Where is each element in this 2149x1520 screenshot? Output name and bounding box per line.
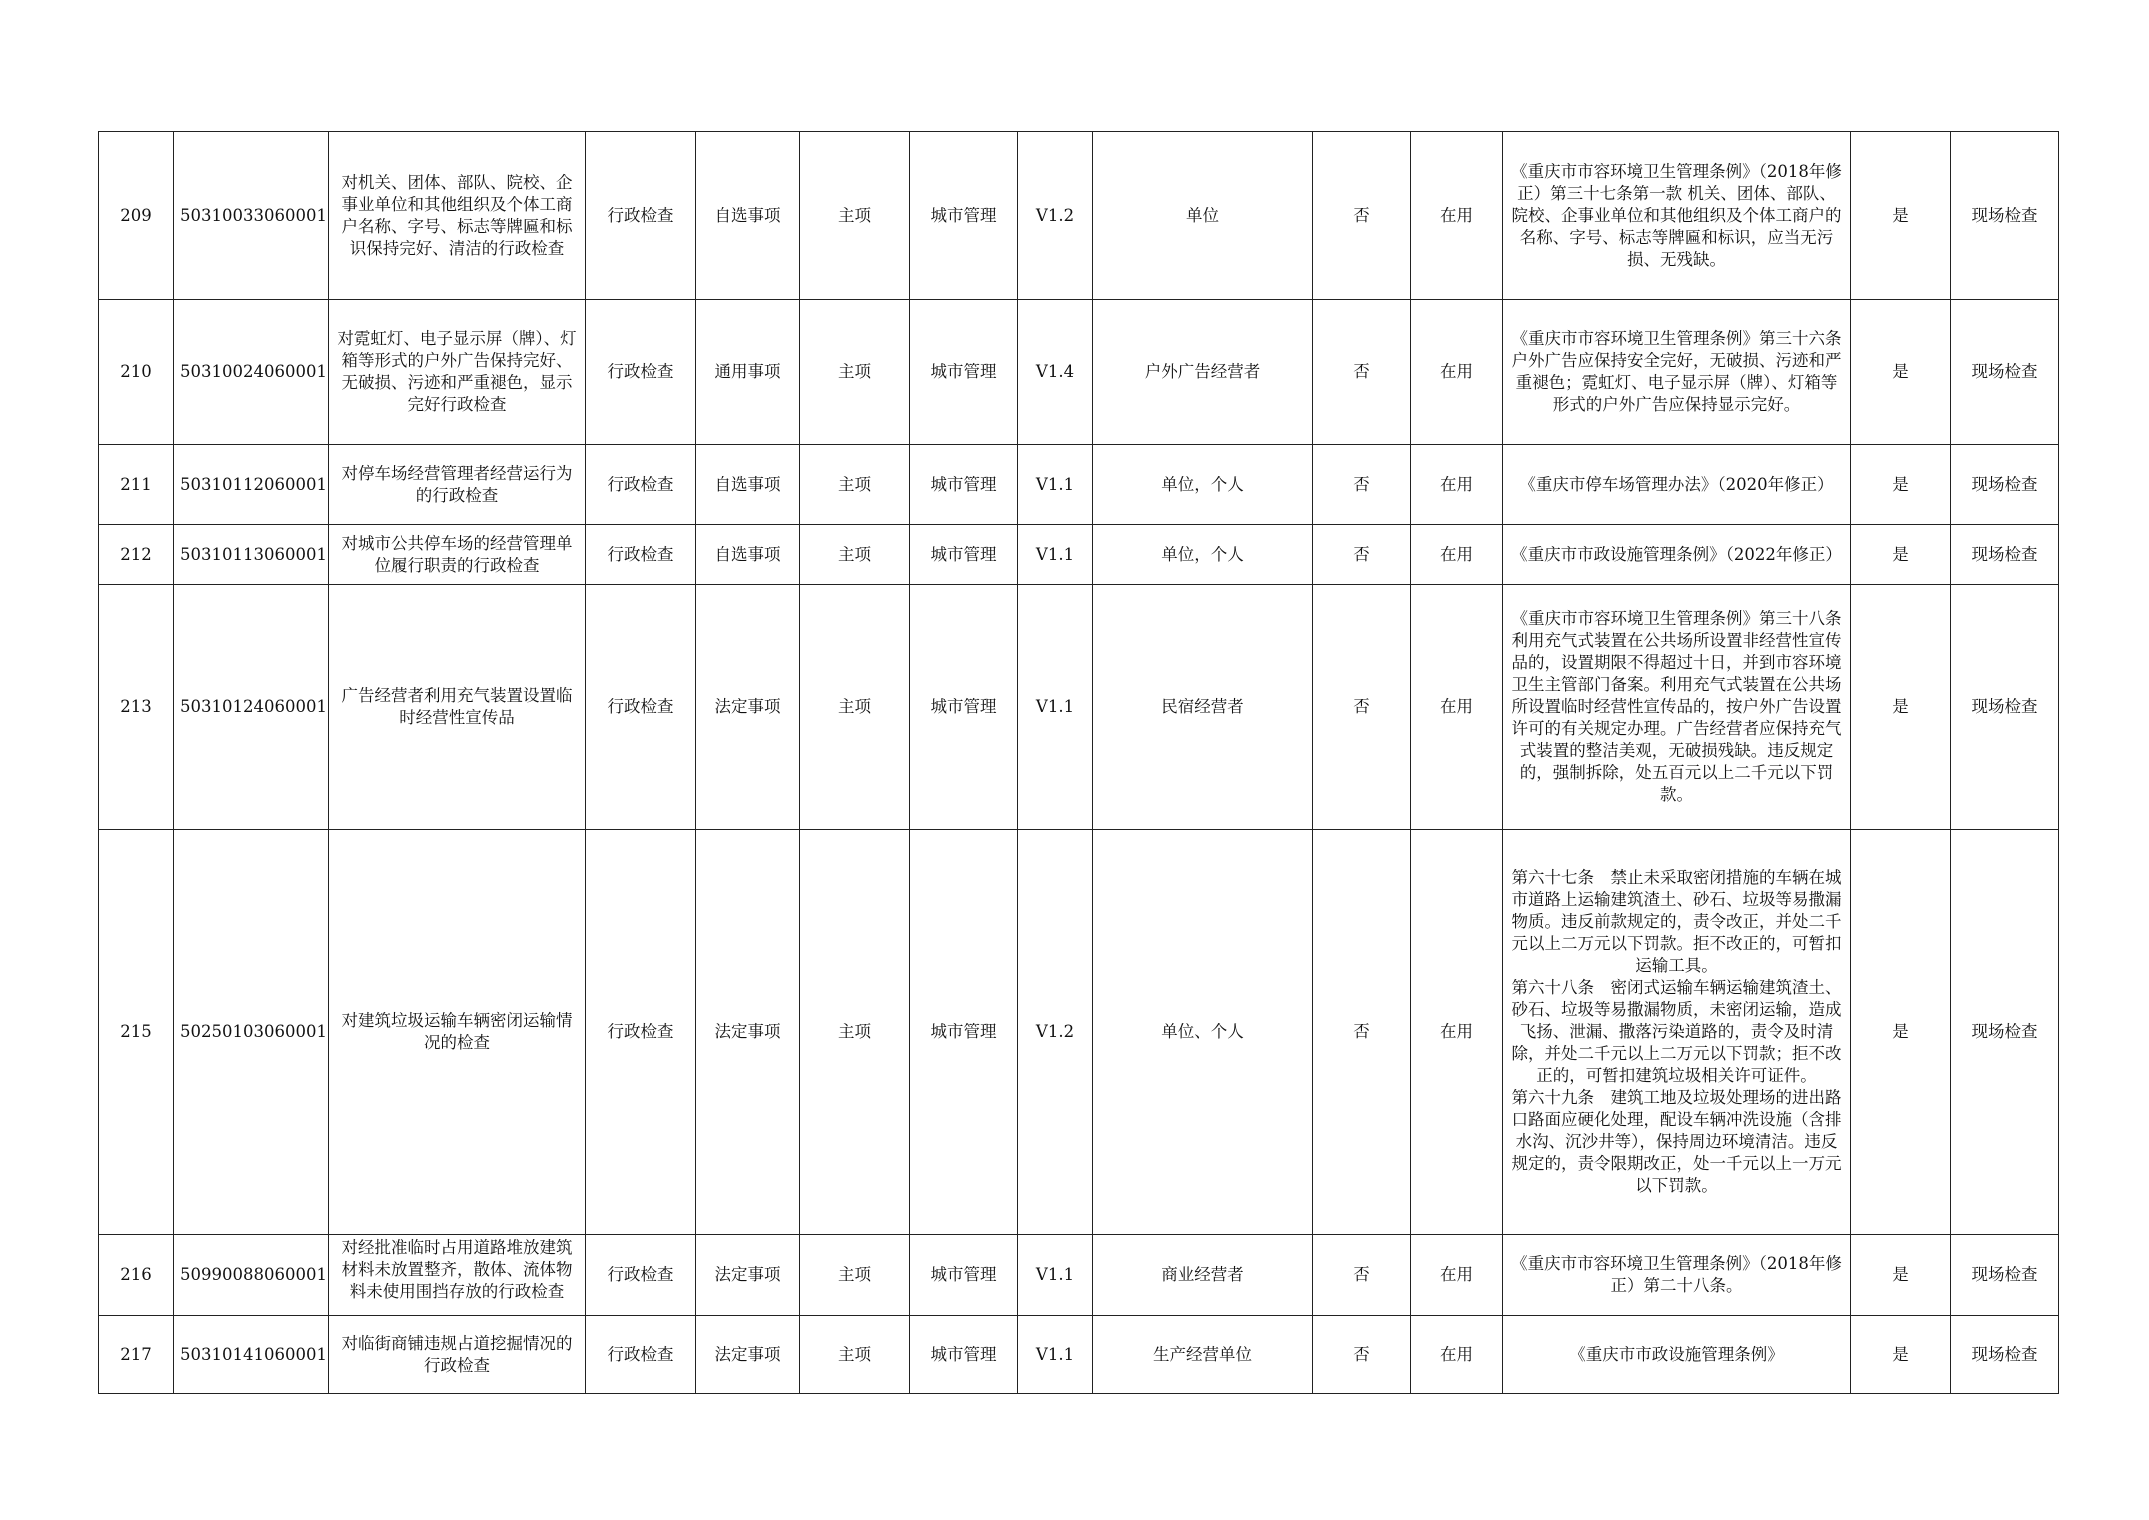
item-type-cell: 法定事项 [696, 830, 800, 1235]
item-type-cell: 法定事项 [696, 1235, 800, 1316]
status-cell: 在用 [1411, 132, 1503, 300]
item-number-cell: 211 [99, 445, 174, 525]
inspection-method-cell: 现场检查 [1951, 1235, 2059, 1316]
item-version-cell: V1.1 [1018, 1235, 1093, 1316]
item-version-cell: V1.2 [1018, 132, 1093, 300]
status-cell: 在用 [1411, 445, 1503, 525]
item-field-cell: 城市管理 [910, 1316, 1018, 1394]
status-cell: 在用 [1411, 1316, 1503, 1394]
item-code-cell: 50990088060001 [174, 1235, 329, 1316]
onsite-cell: 是 [1851, 525, 1951, 585]
inspection-method-cell: 现场检查 [1951, 445, 2059, 525]
item-level-cell: 主项 [800, 132, 910, 300]
item-number-cell: 215 [99, 830, 174, 1235]
status-cell: 在用 [1411, 1235, 1503, 1316]
inspection-method-cell: 现场检查 [1951, 300, 2059, 445]
item-category-cell: 行政检查 [586, 300, 696, 445]
item-number-cell: 216 [99, 1235, 174, 1316]
legal-basis-cell: 《重庆市市容环境卫生管理条例》（2018年修正）第三十七条第一款 机关、团体、部队、院校、企事业单位和其他组织及个体工商户的名称、字号、标志等牌匾和标识，应当无污损、无残缺。 [1503, 132, 1851, 300]
table-row [99, 585, 2059, 830]
item-field-cell: 城市管理 [910, 525, 1018, 585]
inspection-items-table [98, 131, 2059, 1394]
flag-cell: 否 [1313, 1316, 1411, 1394]
item-level-cell: 主项 [800, 445, 910, 525]
status-cell: 在用 [1411, 300, 1503, 445]
inspection-object-cell: 单位、个人 [1093, 830, 1313, 1235]
inspection-method-cell: 现场检查 [1951, 132, 2059, 300]
status-cell: 在用 [1411, 830, 1503, 1235]
item-category-cell: 行政检查 [586, 1235, 696, 1316]
item-name-cell: 对临街商铺违规占道挖掘情况的行政检查 [329, 1316, 586, 1394]
item-code-cell: 50310141060001 [174, 1316, 329, 1394]
inspection-method-cell: 现场检查 [1951, 525, 2059, 585]
table-body [99, 132, 2059, 1394]
item-category-cell: 行政检查 [586, 445, 696, 525]
item-category-cell: 行政检查 [586, 132, 696, 300]
legal-basis-cell: 《重庆市市容环境卫生管理条例》第三十八条 利用充气式装置在公共场所设置非经营性宣传品的，设置期限不得超过十日，并到市容环境卫生主管部门备案。利用充气式装置在公共场所设置临时经营性宣传品的，按户外广告设置许可的有关规定办理。广告经营者应保持充气式装置的整洁美观，无破损残缺。违反规定的，强制拆除，处五百元以上二千元以下罚款。 [1503, 585, 1851, 830]
item-name-cell: 对停车场经营管理者经营运行为的行政检查 [329, 445, 586, 525]
item-field-cell: 城市管理 [910, 585, 1018, 830]
flag-cell: 否 [1313, 300, 1411, 445]
item-number-cell: 217 [99, 1316, 174, 1394]
item-version-cell: V1.2 [1018, 830, 1093, 1235]
legal-basis-cell: 《重庆市市政设施管理条例》 [1503, 1316, 1851, 1394]
inspection-object-cell: 单位，个人 [1093, 445, 1313, 525]
item-version-cell: V1.1 [1018, 1316, 1093, 1394]
inspection-method-cell: 现场检查 [1951, 830, 2059, 1235]
item-category-cell: 行政检查 [586, 525, 696, 585]
item-type-cell: 自选事项 [696, 132, 800, 300]
item-level-cell: 主项 [800, 300, 910, 445]
item-number-cell: 210 [99, 300, 174, 445]
table-row [99, 1316, 2059, 1394]
item-code-cell: 50310024060001 [174, 300, 329, 445]
item-level-cell: 主项 [800, 525, 910, 585]
item-type-cell: 法定事项 [696, 585, 800, 830]
inspection-object-cell: 单位 [1093, 132, 1313, 300]
legal-basis-cell: 《重庆市停车场管理办法》（2020年修正） [1503, 445, 1851, 525]
inspection-object-cell: 生产经营单位 [1093, 1316, 1313, 1394]
legal-basis-cell: 《重庆市市容环境卫生管理条例》（2018年修正）第二十八条。 [1503, 1235, 1851, 1316]
flag-cell: 否 [1313, 1235, 1411, 1316]
item-code-cell: 50250103060001 [174, 830, 329, 1235]
onsite-cell: 是 [1851, 445, 1951, 525]
table-row [99, 525, 2059, 585]
item-category-cell: 行政检查 [586, 1316, 696, 1394]
flag-cell: 否 [1313, 525, 1411, 585]
flag-cell: 否 [1313, 585, 1411, 830]
onsite-cell: 是 [1851, 1235, 1951, 1316]
onsite-cell: 是 [1851, 830, 1951, 1235]
item-number-cell: 209 [99, 132, 174, 300]
item-version-cell: V1.1 [1018, 445, 1093, 525]
table-row [99, 132, 2059, 300]
item-level-cell: 主项 [800, 830, 910, 1235]
inspection-method-cell: 现场检查 [1951, 585, 2059, 830]
item-code-cell: 50310124060001 [174, 585, 329, 830]
status-cell: 在用 [1411, 585, 1503, 830]
table-row [99, 830, 2059, 1235]
legal-basis-cell: 第六十七条 禁止未采取密闭措施的车辆在城市道路上运输建筑渣土、砂石、垃圾等易撒漏物质。违反前款规定的，责令改正，并处二千元以上二万元以下罚款。拒不改正的，可暂扣运输工具。 第六十八条 密闭式运输车辆运输建筑渣土、砂石、垃圾等易撒漏物质，未密闭运输，造成飞扬、泄漏、撒落污染道路的，责令及时清除，并处二千元以上二万元以下罚款；拒不改正的，可暂扣建筑垃圾相关许可证件。 第六十九条 建筑工地及垃圾处理场的进出路口路面应硬化处理，配设车辆冲洗设施（含排水沟、沉沙井等），保持周边环境清洁。违反规定的，责令限期改正，处一千元以上一万元以下罚款。 [1503, 830, 1851, 1235]
inspection-object-cell: 民宿经营者 [1093, 585, 1313, 830]
item-number-cell: 212 [99, 525, 174, 585]
flag-cell: 否 [1313, 132, 1411, 300]
item-field-cell: 城市管理 [910, 445, 1018, 525]
item-code-cell: 50310112060001 [174, 445, 329, 525]
table-row [99, 445, 2059, 525]
item-version-cell: V1.4 [1018, 300, 1093, 445]
item-name-cell: 对经批准临时占用道路堆放建筑材料未放置整齐，散体、流体物料未使用围挡存放的行政检查 [329, 1235, 586, 1316]
item-name-cell: 对霓虹灯、电子显示屏（牌）、灯箱等形式的户外广告保持完好、无破损、污迹和严重褪色，显示完好行政检查 [329, 300, 586, 445]
item-field-cell: 城市管理 [910, 300, 1018, 445]
item-number-cell: 213 [99, 585, 174, 830]
item-name-cell: 对建筑垃圾运输车辆密闭运输情况的检查 [329, 830, 586, 1235]
item-level-cell: 主项 [800, 1235, 910, 1316]
item-level-cell: 主项 [800, 585, 910, 830]
item-name-cell: 广告经营者利用充气装置设置临时经营性宣传品 [329, 585, 586, 830]
item-category-cell: 行政检查 [586, 830, 696, 1235]
inspection-method-cell: 现场检查 [1951, 1316, 2059, 1394]
flag-cell: 否 [1313, 445, 1411, 525]
item-name-cell: 对机关、团体、部队、院校、企事业单位和其他组织及个体工商户名称、字号、标志等牌匾和标识保持完好、清洁的行政检查 [329, 132, 586, 300]
item-version-cell: V1.1 [1018, 525, 1093, 585]
item-name-cell: 对城市公共停车场的经营管理单位履行职责的行政检查 [329, 525, 586, 585]
legal-basis-cell: 《重庆市市容环境卫生管理条例》第三十六条 户外广告应保持安全完好，无破损、污迹和严重褪色；霓虹灯、电子显示屏（牌）、灯箱等形式的户外广告应保持显示完好。 [1503, 300, 1851, 445]
onsite-cell: 是 [1851, 585, 1951, 830]
legal-basis-cell: 《重庆市市政设施管理条例》（2022年修正） [1503, 525, 1851, 585]
flag-cell: 否 [1313, 830, 1411, 1235]
inspection-object-cell: 单位，个人 [1093, 525, 1313, 585]
item-field-cell: 城市管理 [910, 830, 1018, 1235]
table-row [99, 300, 2059, 445]
onsite-cell: 是 [1851, 1316, 1951, 1394]
item-field-cell: 城市管理 [910, 132, 1018, 300]
table-row [99, 1235, 2059, 1316]
inspection-object-cell: 户外广告经营者 [1093, 300, 1313, 445]
item-field-cell: 城市管理 [910, 1235, 1018, 1316]
item-type-cell: 通用事项 [696, 300, 800, 445]
item-code-cell: 50310113060001 [174, 525, 329, 585]
item-version-cell: V1.1 [1018, 585, 1093, 830]
inspection-object-cell: 商业经营者 [1093, 1235, 1313, 1316]
item-code-cell: 50310033060001 [174, 132, 329, 300]
item-type-cell: 自选事项 [696, 445, 800, 525]
item-type-cell: 法定事项 [696, 1316, 800, 1394]
item-type-cell: 自选事项 [696, 525, 800, 585]
item-category-cell: 行政检查 [586, 585, 696, 830]
item-level-cell: 主项 [800, 1316, 910, 1394]
status-cell: 在用 [1411, 525, 1503, 585]
onsite-cell: 是 [1851, 132, 1951, 300]
onsite-cell: 是 [1851, 300, 1951, 445]
